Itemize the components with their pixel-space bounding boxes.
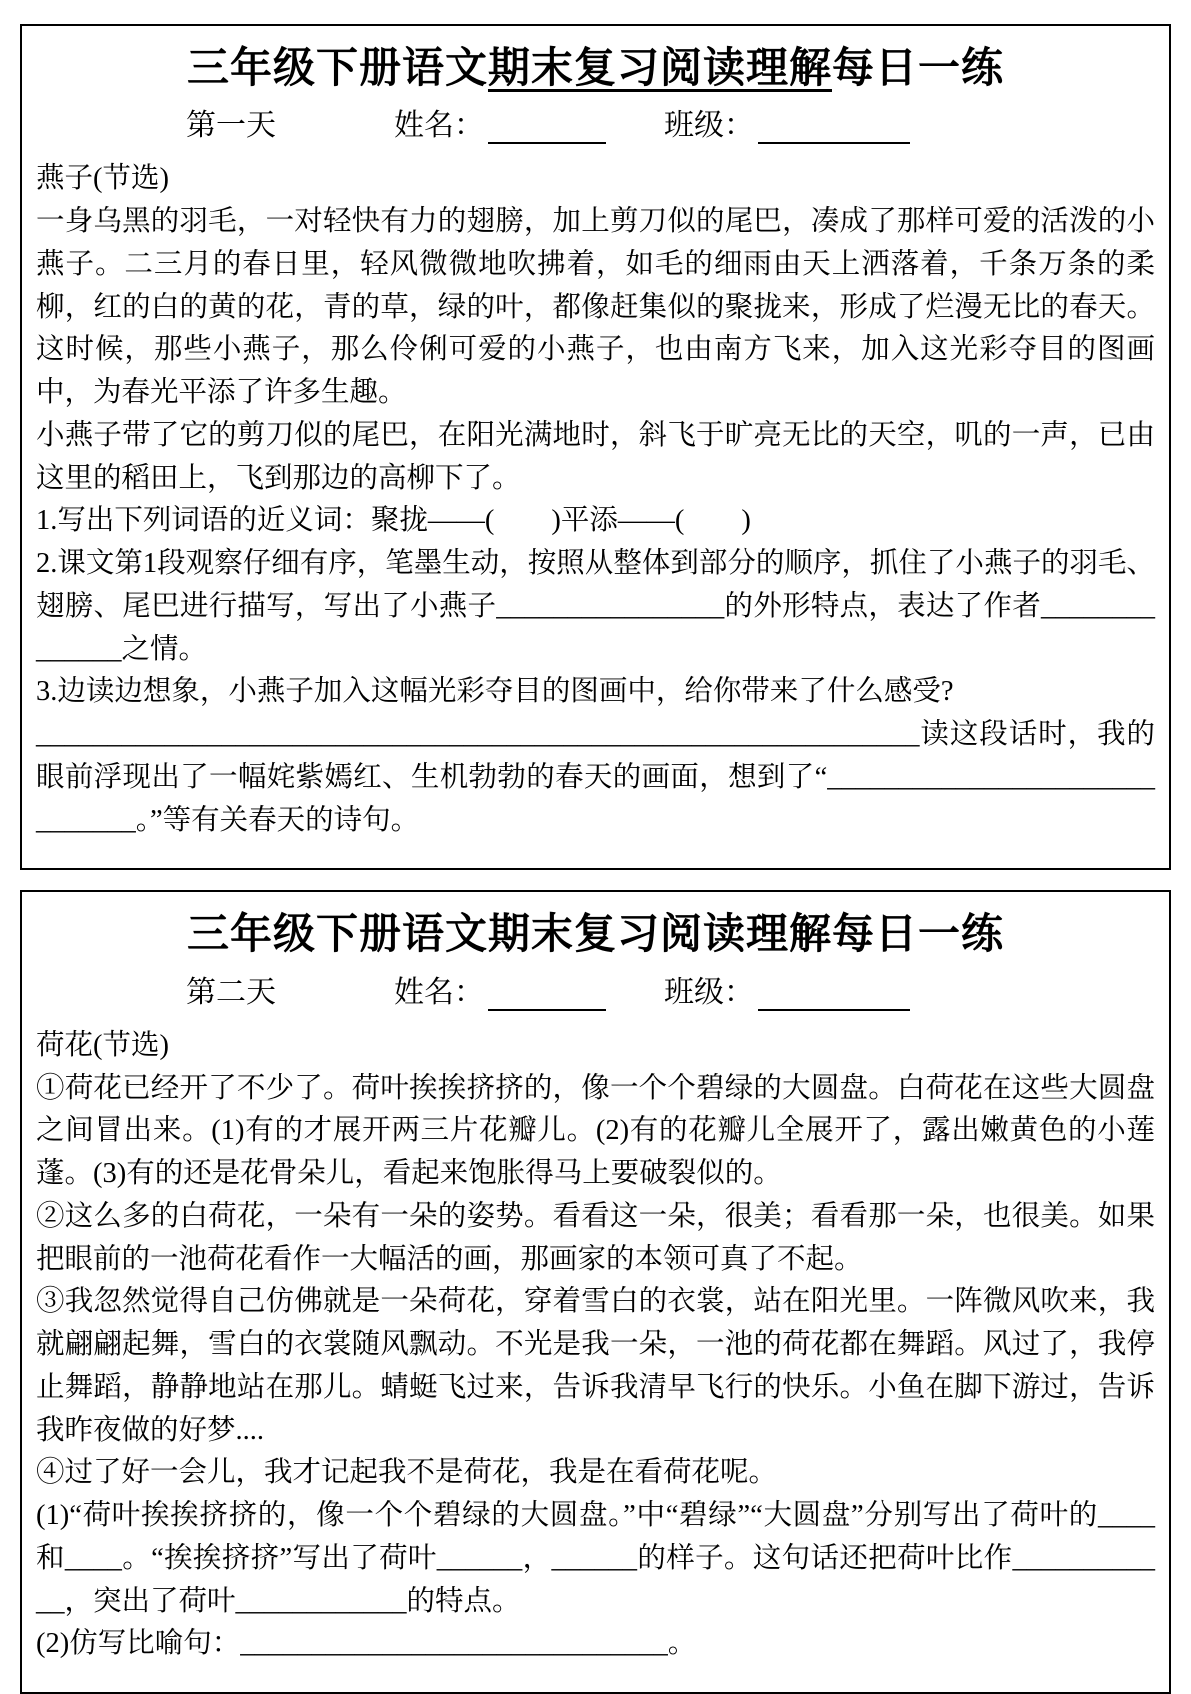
title-text: 三年级下册语文期末复习阅读理解每日一练 (186, 912, 1004, 959)
class-blank-line (758, 977, 910, 1011)
question-1: 1.写出下列词语的近义词：聚拢——( )平添——( ) (36, 505, 751, 537)
name-blank-line (488, 977, 606, 1011)
class-label: 班级： (664, 109, 754, 143)
question-2: 2.课文第1段观察仔细有序，笔墨生动，按照从整体到部分的顺序，抓住了小燕子的羽毛、翅膀、尾巴进行描写，写出了小燕子________________的外形特点，表达了作者______________之情。 (36, 548, 1155, 665)
passage-content (36, 158, 1155, 842)
name-label: 姓名： (394, 109, 484, 143)
passage-content (36, 1025, 1155, 1666)
class-blank-line (758, 110, 910, 144)
title-underlined-part: 期末复习阅读理解 (487, 46, 832, 92)
worksheet-title (36, 44, 1155, 94)
passage-title: 荷花(节选) (36, 1029, 169, 1061)
passage-paragraph: 一身乌黑的羽毛，一对轻快有力的翅膀，加上剪刀似的尾巴，凑成了那样可爱的活泼的小燕子。二三月的春日里，轻风微微地吹拂着，如毛的细雨由天上洒落着，千条万条的柔柳，红的白的黄的花，青的草，绿的叶，都像赶集似的聚拢来，形成了烂漫无比的春天。这时候，那些小燕子，那么伶俐可爱的小燕子，也由南方飞来，加入这光彩夺目的图画中，为春光平添了许多生趣。 (36, 206, 1155, 409)
question-1: (1)“荷叶挨挨挤挤的，像一个个碧绿的大圆盘。”中“碧绿”“大圆盘”分别写出了荷叶的____和____。“挨挨挤挤”写出了荷叶______，______的样子。这句话还把荷叶比作____________，突出了荷叶____________的特点。 (36, 1500, 1155, 1617)
passage-title: 燕子(节选) (36, 163, 169, 195)
worksheet-header (36, 975, 1155, 1011)
day-label: 第一天 (186, 109, 276, 143)
passage-paragraph-3: ③我忽然觉得自己仿佛就是一朵荷花，穿着雪白的衣裳，站在阳光里。一阵微风吹来，我就翩翩起舞，雪白的衣裳随风飘动。不光是我一朵，一池的荷花都在舞蹈。风过了，我停止舞蹈，静静地站在那儿。蜻蜓飞过来，告诉我清早飞行的快乐。小鱼在脚下游过，告诉我昨夜做的好梦.... (36, 1286, 1155, 1446)
day-label: 第二天 (186, 975, 276, 1009)
name-blank-line (488, 110, 606, 144)
name-label: 姓名： (394, 975, 484, 1009)
passage-paragraph-2: ②这么多的白荷花，一朵有一朵的姿势。看看这一朵，很美；看看那一朵，也很美。如果把眼前的一池荷花看作一大幅活的画，那画家的本领可真了不起。 (36, 1200, 1155, 1275)
worksheet-day2 (20, 890, 1171, 1694)
passage-paragraph-4: ④过了好一会儿，我才记起我不是荷花，我是在看荷花呢。 (36, 1457, 778, 1489)
question-3-answer-lines: ______________________________________________________________读这段话时，我的眼前浮现出了一幅姹紫嫣红、生机勃勃的春天的画面，想到了“______________________________。”等有关春天的诗句。 (36, 719, 1155, 836)
passage-paragraph-1: ①荷花已经开了不少了。荷叶挨挨挤挤的，像一个个碧绿的大圆盘。白荷花在这些大圆盘之间冒出来。(1)有的才展开两三片花瓣儿。(2)有的花瓣儿全展开了，露出嫩黄色的小莲蓬。(3)有的还是花骨朵儿，看起来饱胀得马上要破裂似的。 (36, 1072, 1155, 1190)
worksheet-day1 (20, 24, 1171, 870)
question-2: (2)仿写比喻句：______________________________。 (36, 1628, 697, 1660)
passage-paragraph: 小燕子带了它的剪刀似的尾巴，在阳光满地时，斜飞于旷亮无比的天空，叽的一声，已由这里的稻田上，飞到那边的高柳下了。 (36, 419, 1155, 494)
title-suffix: 每日一练 (832, 46, 1005, 92)
title-prefix: 三年级下册语文 (186, 46, 488, 92)
worksheet-title (36, 910, 1155, 960)
question-3: 3.边读边想象，小燕子加入这幅光彩夺目的图画中，给你带来了什么感受? (36, 676, 954, 708)
worksheet-header (36, 108, 1155, 144)
class-label: 班级： (664, 975, 754, 1009)
